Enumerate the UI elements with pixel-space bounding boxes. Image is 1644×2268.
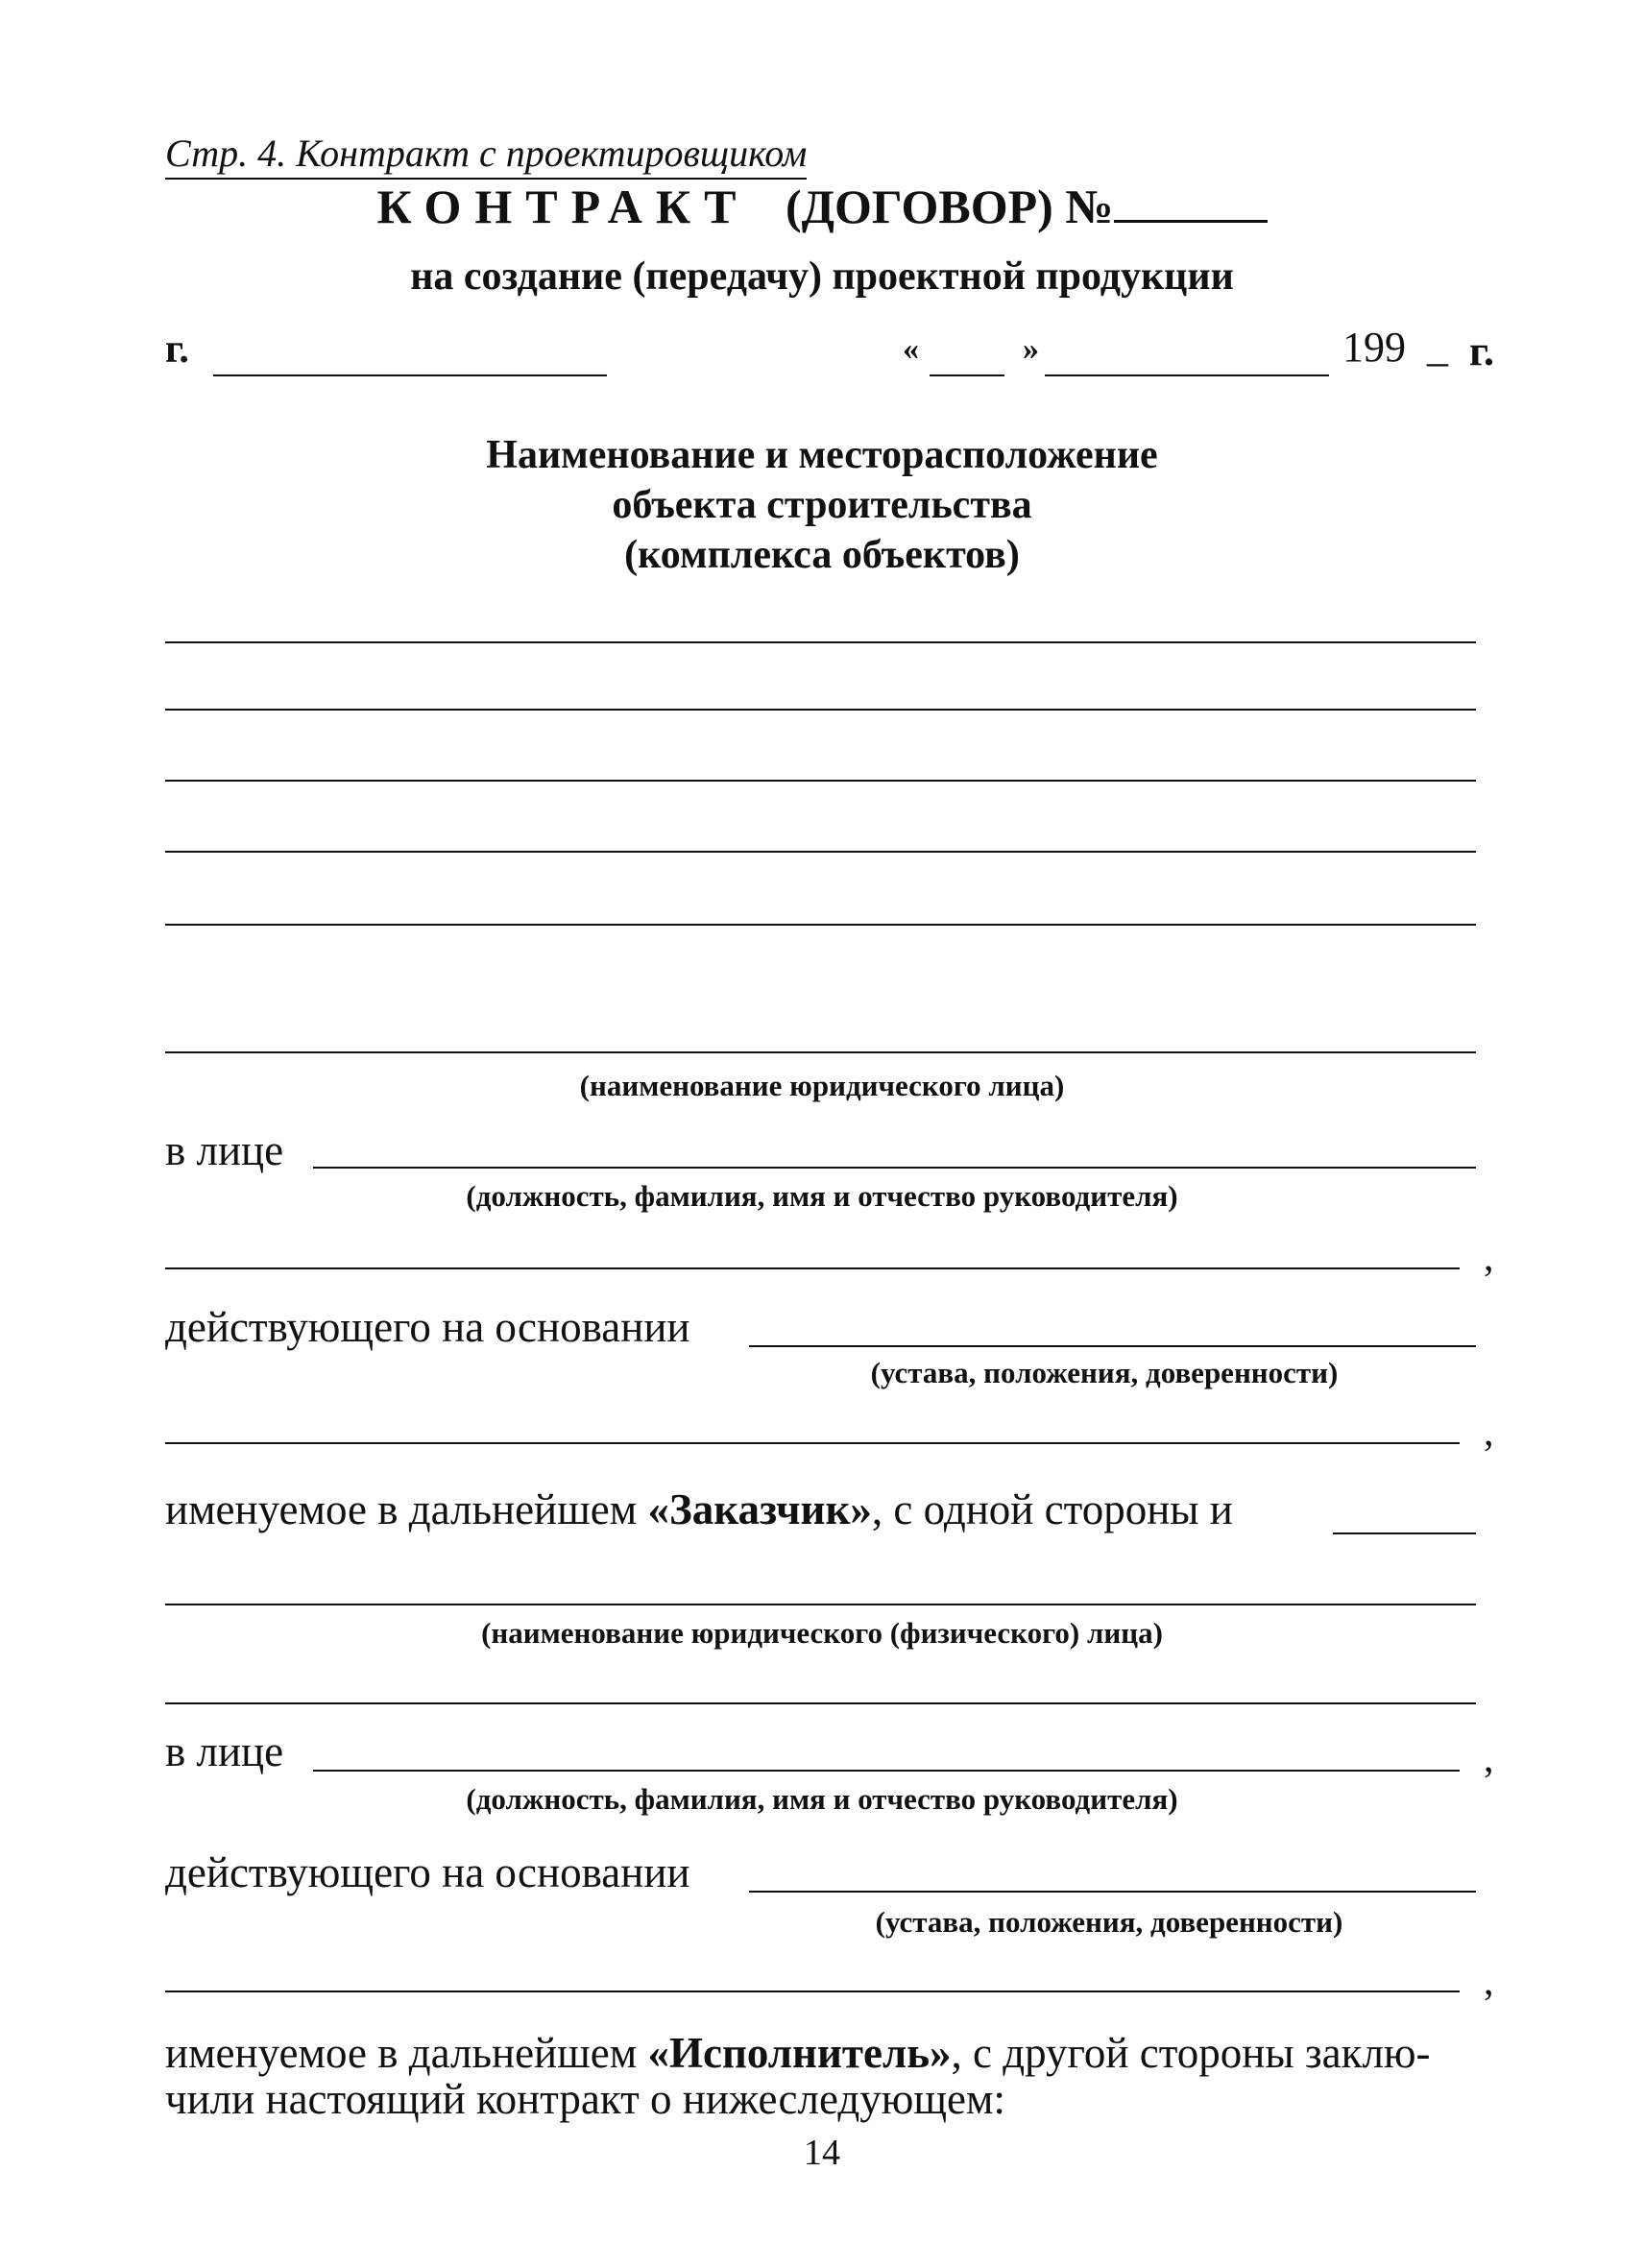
contractor-in-person-label: в лице xyxy=(165,1727,284,1775)
customer-acting-caption: (устава, положения, доверенности) xyxy=(870,1356,1339,1389)
title-contract-word: КОНТРАКТ xyxy=(376,180,750,233)
contractor-acting-field-2[interactable] xyxy=(165,1991,1460,1992)
customer-entity-field[interactable] xyxy=(165,1051,1476,1053)
customer-role: «Заказчик» xyxy=(647,1485,872,1533)
customer-named-sentence xyxy=(165,1484,1233,1534)
date-quote-open: « xyxy=(903,331,919,367)
object-line-2[interactable] xyxy=(165,709,1476,711)
object-heading-line3: (комплекса объектов) xyxy=(624,533,1020,577)
city-field[interactable] xyxy=(213,374,607,376)
customer-entity-caption: (наименование юридического лица) xyxy=(579,1069,1065,1102)
title-agreement-number: (ДОГОВОР) № xyxy=(785,180,1114,233)
year-prefix: 199 xyxy=(1342,324,1406,371)
month-field[interactable] xyxy=(1045,374,1329,376)
contractor-closing-line: чили настоящий контракт о нижеследующем: xyxy=(165,2075,1005,2123)
contractor-acting-field[interactable] xyxy=(749,1891,1476,1893)
year-blank[interactable]: _ xyxy=(1427,324,1448,371)
customer-in-person-caption: (должность, фамилия, имя и отчество руководителя) xyxy=(466,1179,1178,1213)
customer-in-person-field[interactable] xyxy=(313,1167,1476,1169)
contract-title xyxy=(0,179,1644,234)
object-heading-line2: объекта строительства xyxy=(612,483,1032,527)
customer-acting-label: действующего на основании xyxy=(165,1303,690,1351)
customer-acting-field[interactable] xyxy=(749,1345,1476,1347)
object-heading xyxy=(0,430,1644,580)
customer-acting-field-2[interactable] xyxy=(165,1442,1460,1444)
city-prefix: г. xyxy=(165,327,189,372)
contractor-in-person-field[interactable] xyxy=(313,1770,1460,1772)
year-suffix: г. xyxy=(1469,327,1495,374)
customer-in-person-label: в лице xyxy=(165,1126,284,1174)
day-field[interactable] xyxy=(930,374,1004,376)
comma: , xyxy=(1484,1236,1494,1280)
comma: , xyxy=(1484,1737,1494,1781)
contractor-entity-field[interactable] xyxy=(165,1604,1476,1605)
page-number: 14 xyxy=(804,2133,840,2173)
customer-named-prefix: именуемое в дальнейшем xyxy=(165,1485,648,1533)
comma: , xyxy=(1484,1960,1494,2004)
object-line-1[interactable] xyxy=(165,641,1476,643)
contractor-named-sentence xyxy=(165,2028,1431,2078)
object-line-4[interactable] xyxy=(165,851,1476,853)
date-quote-close: » xyxy=(1023,331,1039,367)
contract-number-field[interactable] xyxy=(1114,181,1268,223)
contractor-named-prefix: именуемое в дальнейшем xyxy=(165,2029,648,2077)
contractor-in-person-caption: (должность, фамилия, имя и отчество руководителя) xyxy=(466,1782,1178,1816)
customer-in-person-field-2[interactable] xyxy=(165,1267,1460,1269)
customer-named-suffix: , с одной стороны и xyxy=(871,1485,1233,1533)
contract-subtitle: на создание (передачу) проектной продукции xyxy=(410,254,1234,299)
object-heading-line1: Наименование и месторасположение xyxy=(486,433,1158,477)
comma: , xyxy=(1484,1411,1494,1455)
contractor-named-suffix: , с другой стороны заклю- xyxy=(951,2029,1431,2077)
contractor-acting-caption: (устава, положения, доверенности) xyxy=(875,1905,1343,1939)
contractor-entity-caption: (наименование юридического (физического) лица) xyxy=(481,1616,1163,1650)
contractor-role: «Исполнитель» xyxy=(647,2029,952,2077)
object-line-5[interactable] xyxy=(165,924,1476,926)
contractor-entity-field-2[interactable] xyxy=(165,1702,1476,1704)
object-line-3[interactable] xyxy=(165,780,1476,782)
running-head: Стр. 4. Контракт с проектировщиком xyxy=(165,131,807,180)
contractor-start-field[interactable] xyxy=(1333,1532,1476,1534)
contractor-acting-label: действующего на основании xyxy=(165,1848,690,1896)
